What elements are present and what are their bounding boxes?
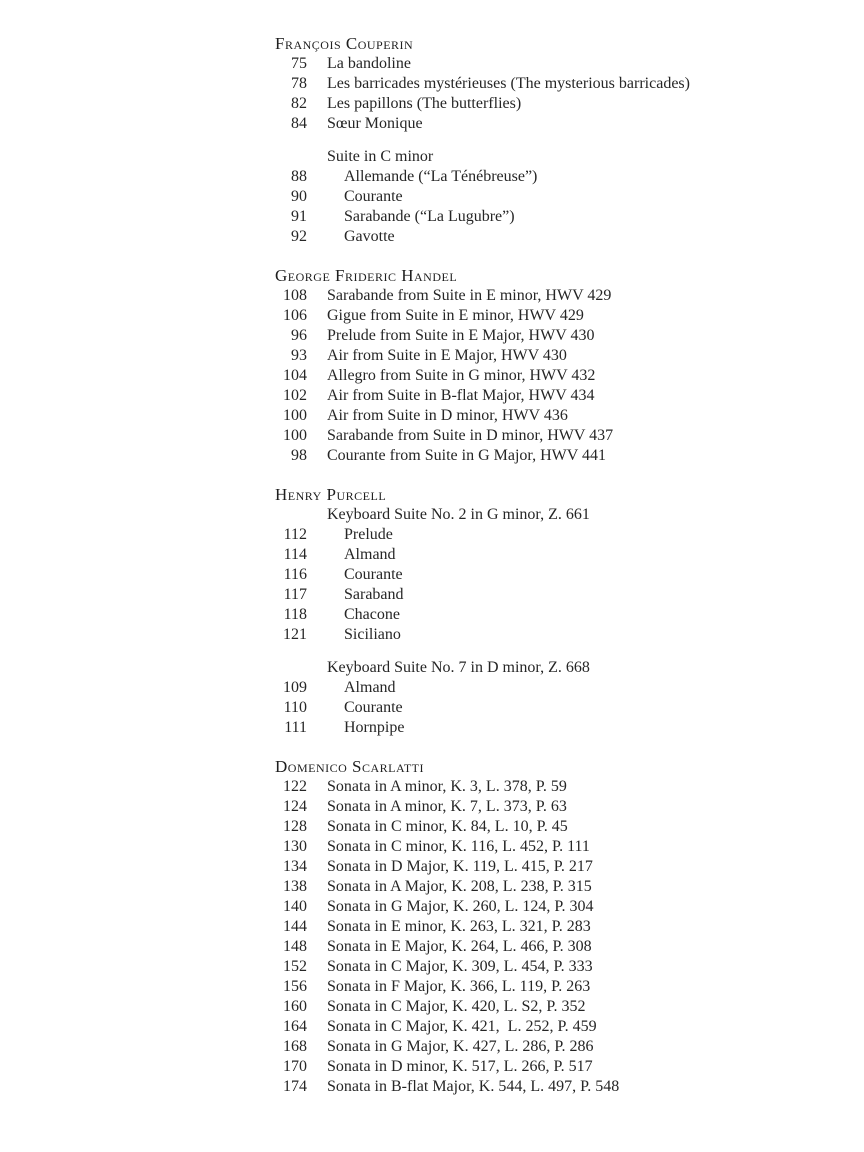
suite-subheading: Keyboard Suite No. 2 in G minor, Z. 661 [327,506,590,523]
page-number: 114 [283,546,307,563]
toc-entry [275,837,835,857]
composer-section [275,266,835,466]
toc-entry [275,1017,835,1037]
toc-entry [275,525,835,545]
toc-entry [275,114,835,134]
page-number: 117 [283,586,307,603]
toc-entry [275,426,835,446]
toc-entry [275,1037,835,1057]
piece-group [275,505,835,645]
toc-entry [275,678,835,698]
piece-title: Almand [344,546,396,563]
piece-title: Sonata in G Major, K. 260, L. 124, P. 304 [327,898,594,915]
piece-title: Sonata in C Major, K. 309, L. 454, P. 333 [327,958,593,975]
toc-entry [275,857,835,877]
piece-title: Air from Suite in E Major, HWV 430 [327,347,567,364]
piece-title: Sonata in F Major, K. 366, L. 119, P. 263 [327,978,591,995]
toc-entry [275,187,835,207]
page-number: 92 [291,228,307,245]
toc-entry [275,605,835,625]
page-number: 121 [283,626,307,643]
page-number: 124 [283,798,307,815]
piece-title: Les barricades mystérieuses (The mysterious barricades) [327,75,690,92]
toc-entry [275,997,835,1017]
toc-entry [275,406,835,426]
piece-title: Siciliano [344,626,401,643]
toc-entry [275,306,835,326]
page-number: 84 [291,115,307,132]
page-number: 100 [283,407,307,424]
composer-section [275,34,835,247]
piece-title: Sonata in C minor, K. 84, L. 10, P. 45 [327,818,568,835]
page-number: 170 [283,1058,307,1075]
piece-title: Sonata in G Major, K. 427, L. 286, P. 286 [327,1038,594,1055]
piece-title: Courante [344,699,403,716]
toc-entry [275,207,835,227]
toc-entry [275,386,835,406]
piece-title: Prelude [344,526,393,543]
piece-title: Allemande (“La Ténébreuse”) [344,168,538,185]
piece-title: Gigue from Suite in E minor, HWV 429 [327,307,584,324]
piece-title: Sonata in A minor, K. 7, L. 373, P. 63 [327,798,567,815]
page-number: 111 [284,719,307,736]
page-number: 112 [283,526,307,543]
toc-entry [275,917,835,937]
composer-heading: Domenico Scarlatti [275,757,424,776]
page-number: 148 [283,938,307,955]
page-number: 134 [283,858,307,875]
page-number: 164 [283,1018,307,1035]
toc-entry [275,957,835,977]
page-number: 91 [291,208,307,225]
page-number: 144 [283,918,307,935]
piece-title: Sonata in C Major, K. 421, L. 252, P. 459 [327,1018,597,1035]
toc-entry [275,937,835,957]
piece-group [275,54,835,134]
piece-title: Allegro from Suite in G minor, HWV 432 [327,367,596,384]
suite-subheading: Suite in C minor [327,148,434,165]
page-number: 90 [291,188,307,205]
piece-title: Courante from Suite in G Major, HWV 441 [327,447,607,464]
piece-title: Air from Suite in D minor, HWV 436 [327,407,568,424]
table-of-contents [275,34,835,1097]
page-number: 75 [291,55,307,72]
page-number: 130 [283,838,307,855]
piece-title: Sarabande (“La Lugubre”) [344,208,515,225]
toc-entry [275,777,835,797]
toc-entry [275,94,835,114]
page-number: 140 [283,898,307,915]
page-number: 108 [283,287,307,304]
piece-title: Sœur Monique [327,115,423,132]
toc-entry [275,1057,835,1077]
piece-title: Sarabande from Suite in E minor, HWV 429 [327,287,612,304]
piece-title: Sonata in C Major, K. 420, L. S2, P. 352 [327,998,586,1015]
toc-entry [275,625,835,645]
piece-title: Sarabande from Suite in D minor, HWV 437 [327,427,614,444]
composer-section [275,485,835,738]
page-number: 128 [283,818,307,835]
toc-entry [275,698,835,718]
toc-entry [275,1077,835,1097]
page-number: 160 [283,998,307,1015]
toc-entry [275,286,835,306]
page-number: 78 [291,75,307,92]
page-number: 116 [283,566,307,583]
piece-title: Courante [344,566,403,583]
toc-entry [275,565,835,585]
piece-group [275,658,835,738]
page-number: 106 [283,307,307,324]
composer-heading: Henry Purcell [275,485,387,504]
piece-title: Sonata in D Major, K. 119, L. 415, P. 217 [327,858,593,875]
piece-title: Almand [344,679,396,696]
piece-title: La bandoline [327,55,411,72]
toc-entry [275,167,835,187]
page-number: 118 [283,606,307,623]
page-number: 110 [283,699,307,716]
page-number: 82 [291,95,307,112]
toc-entry [275,366,835,386]
piece-title: Hornpipe [344,719,405,736]
composer-heading: François Couperin [275,34,414,53]
toc-entry [275,74,835,94]
toc-entry [275,585,835,605]
page-number: 88 [291,168,307,185]
toc-entry [275,326,835,346]
toc-entry [275,817,835,837]
piece-title: Courante [344,188,403,205]
page-number: 96 [291,327,307,344]
page-number: 104 [283,367,307,384]
toc-entry [275,718,835,738]
piece-title: Sonata in A minor, K. 3, L. 378, P. 59 [327,778,567,795]
piece-title: Sonata in B-flat Major, K. 544, L. 497, P. 548 [327,1078,620,1095]
toc-entry [275,545,835,565]
page-number: 168 [283,1038,307,1055]
piece-title: Saraband [344,586,404,603]
page-number: 102 [283,387,307,404]
toc-entry [275,797,835,817]
page-number: 109 [283,679,307,696]
piece-title: Sonata in E Major, K. 264, L. 466, P. 308 [327,938,592,955]
piece-group [275,286,835,466]
page-number: 156 [283,978,307,995]
toc-entry [275,897,835,917]
suite-subheading: Keyboard Suite No. 7 in D minor, Z. 668 [327,659,590,676]
piece-title: Prelude from Suite in E Major, HWV 430 [327,327,595,344]
piece-title: Sonata in A Major, K. 208, L. 238, P. 315 [327,878,592,895]
toc-entry [275,54,835,74]
toc-entry [275,877,835,897]
page-number: 93 [291,347,307,364]
piece-title: Sonata in D minor, K. 517, L. 266, P. 517 [327,1058,593,1075]
page-number: 122 [283,778,307,795]
piece-title: Air from Suite in B-flat Major, HWV 434 [327,387,595,404]
piece-title: Gavotte [344,228,395,245]
composer-heading: George Frideric Handel [275,266,458,285]
piece-title: Sonata in E minor, K. 263, L. 321, P. 283 [327,918,591,935]
piece-group [275,147,835,247]
page-number: 138 [283,878,307,895]
toc-entry [275,977,835,997]
piece-title: Sonata in C minor, K. 116, L. 452, P. 111 [327,838,590,855]
toc-entry [275,346,835,366]
page-number: 98 [291,447,307,464]
piece-title: Chacone [344,606,400,623]
page-number: 174 [283,1078,307,1095]
piece-title: Les papillons (The butterflies) [327,95,522,112]
composer-section [275,757,835,1097]
toc-entry [275,227,835,247]
page-number: 100 [283,427,307,444]
toc-entry [275,446,835,466]
piece-group [275,777,835,1097]
page-number: 152 [283,958,307,975]
